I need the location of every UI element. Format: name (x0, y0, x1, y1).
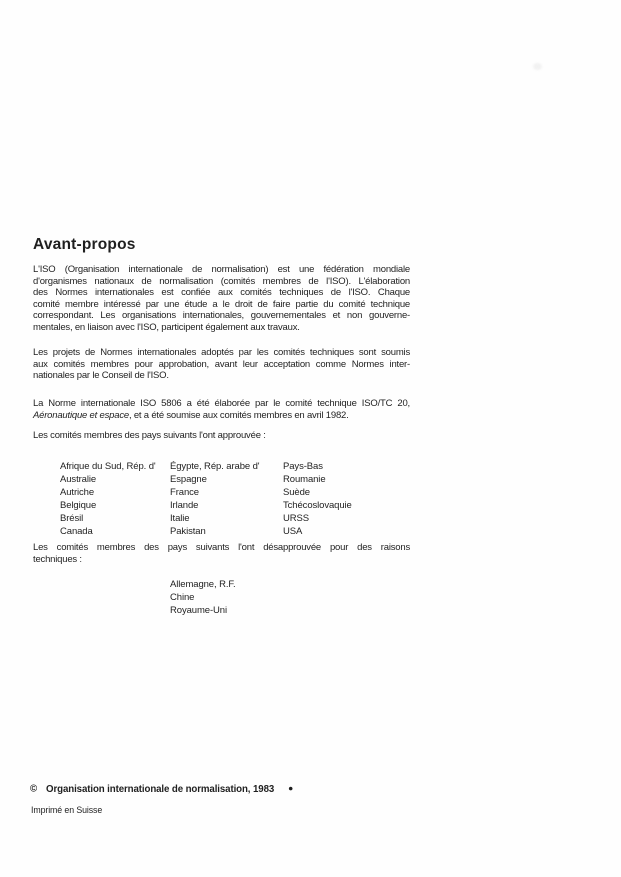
country-item: Irlande (170, 500, 199, 512)
text-line: mentales, en liaison avec l'ISO, participent également aux travaux. (33, 321, 300, 333)
country-item: Tchécoslovaquie (283, 500, 352, 512)
approved-countries-columns (60, 460, 423, 539)
text-line: techniques : (33, 553, 82, 565)
paragraph-disapproved-intro (33, 542, 410, 565)
standard-title-italic: Aéronautique et espace (33, 409, 129, 421)
copyright-symbol: © (30, 783, 38, 795)
country-item: Italie (170, 513, 190, 525)
country-item: URSS (283, 513, 309, 525)
approved-countries-column-3 (283, 460, 423, 539)
country-item: Espagne (170, 474, 207, 486)
country-item: Royaume-Uni (170, 605, 227, 616)
approved-intro-line: Les comités membres des pays suivants l'ont approuvée : (33, 430, 266, 441)
country-item: Australie (60, 474, 97, 486)
country-item: Allemagne, R.F. (170, 579, 236, 590)
country-item: Pays-Bas (283, 461, 323, 472)
text-line: correspondant. Les organisations internationales, gouvernementales et non gouverne- (33, 310, 410, 322)
text-line: comité membre intéressé par une étude a le droit de faire partie du comité technique (33, 298, 410, 310)
scan-artifact (533, 63, 542, 70)
country-item: Chine (170, 592, 195, 603)
country-item: Pakistan (170, 526, 206, 538)
approved-countries-column-2 (170, 460, 283, 539)
country-item: Suède (283, 487, 310, 499)
page-title: Avant-propos (33, 236, 136, 253)
copyright-line (30, 783, 293, 795)
paragraph-iso-intro (33, 264, 410, 334)
text-line: Les comités membres des pays suivants l'ont désapprouvée pour des raisons (33, 542, 410, 553)
printed-in-line: Imprimé en Suisse (31, 805, 103, 815)
disapproved-countries-list (170, 578, 236, 617)
country-item: Roumanie (283, 474, 326, 486)
text-line: Les projets de Normes internationales adoptés par les comités techniques sont soumis (33, 347, 410, 358)
country-item: Afrique du Sud, Rép. d' (60, 461, 156, 472)
text-fragment: , et a été soumise aux comités membres en avril 1982. (128, 409, 349, 421)
text-line: L'ISO (Organisation internationale de normalisation) est une fédération mondiale (33, 264, 410, 275)
text-line: nationales par le Conseil de l'ISO. (33, 370, 169, 382)
text-line: aux comités membres pour approbation, avant leur acceptation comme Normes inter- (33, 358, 410, 370)
country-item: France (170, 487, 199, 499)
text-line: La Norme internationale ISO 5806 a été élaborée par le comité technique ISO/TC 20, (33, 398, 410, 409)
copyright-text: Organisation internationale de normalisation, 1983 (46, 783, 275, 795)
text-line (33, 410, 410, 422)
country-item: USA (283, 526, 303, 538)
country-item: Autriche (60, 487, 95, 499)
paragraph-draft-approval-process (33, 347, 410, 382)
paragraph-standard-origin (33, 398, 410, 421)
country-item: Belgique (60, 500, 97, 512)
approved-countries-column-1 (60, 460, 170, 539)
country-item: Égypte, Rép. arabe d' (170, 461, 260, 472)
country-item: Brésil (60, 513, 84, 525)
bullet-icon: ● (288, 783, 294, 793)
country-item: Canada (60, 526, 93, 538)
text-line: des Normes internationales est confiée aux comités techniques de l'ISO. Chaque (33, 287, 410, 299)
text-line: d'organismes nationaux de normalisation (comités membres de l'ISO). L'élaboration (33, 275, 410, 287)
